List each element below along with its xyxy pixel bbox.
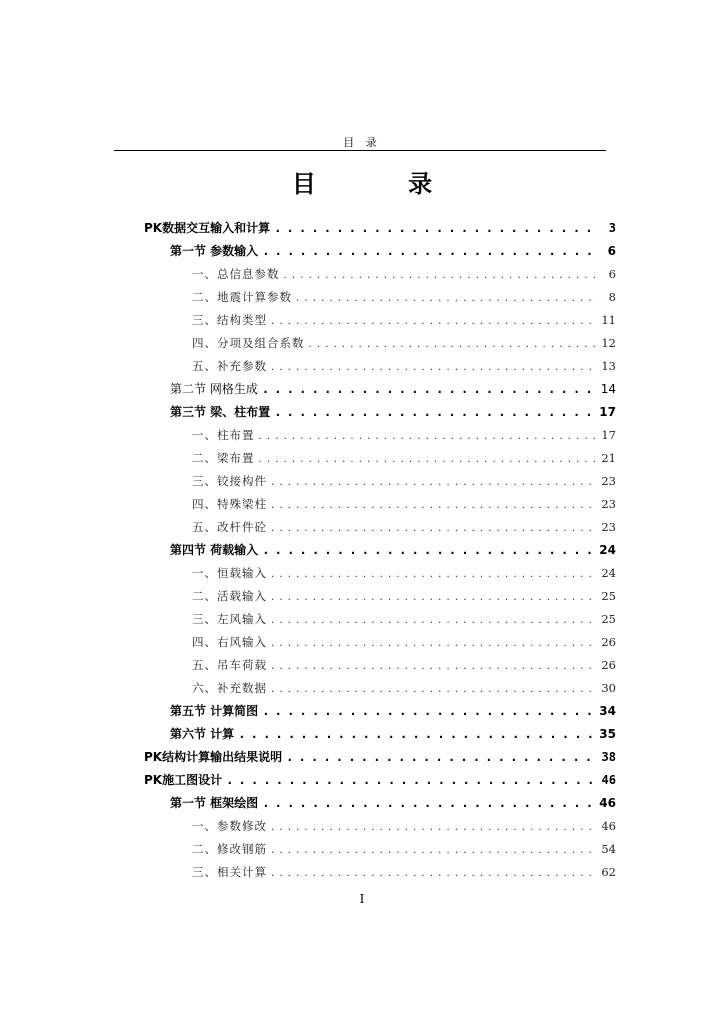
toc-entry-page: 11: [601, 313, 616, 327]
toc-dot-leader: [271, 841, 597, 861]
toc-dot-leader: [271, 312, 597, 332]
toc-dot-leader: [271, 818, 597, 838]
toc-entry-level-3[interactable]: [192, 678, 616, 698]
toc-dot-leader: [271, 588, 597, 608]
toc-dot-leader: [284, 266, 599, 286]
toc-entry-label: 四、分项及组合系数: [192, 336, 305, 350]
toc-entry-label: 一、恒载输入: [192, 566, 267, 580]
toc-entry-level-1[interactable]: [144, 747, 616, 767]
toc-dot-leader: [309, 335, 598, 355]
toc-dot-leader: [262, 379, 597, 399]
toc-entry-label: 二、修改钢筋: [192, 842, 267, 856]
toc-entry-page: 25: [601, 612, 616, 626]
toc-entry-label: 第二节 网格生成: [170, 382, 258, 396]
toc-entry-level-3[interactable]: [192, 517, 616, 537]
toc-entry-page: 25: [601, 589, 616, 603]
toc-dot-leader: [259, 450, 598, 470]
toc-entry-page: 26: [601, 635, 616, 649]
toc-entry-level-1[interactable]: [144, 770, 616, 790]
toc-entry-level-3[interactable]: [192, 816, 616, 836]
toc-entry-level-3[interactable]: [192, 563, 616, 583]
toc-entry-label: 四、右风输入: [192, 635, 267, 649]
toc-dot-leader: [271, 611, 597, 631]
toc-entry-label: 五、补充参数: [192, 359, 267, 373]
toc-entry-page: 46: [599, 796, 616, 810]
toc-entry-level-3[interactable]: [192, 586, 616, 606]
toc-entry-level-2[interactable]: [170, 379, 616, 399]
toc-dot-leader: [226, 770, 597, 790]
toc-entry-label: 三、相关计算: [192, 865, 267, 879]
toc-entry-page: 35: [599, 727, 616, 741]
toc-entry-label: PK施工图设计: [144, 773, 223, 787]
toc-entry-level-3[interactable]: [192, 310, 616, 330]
toc-entry-level-3[interactable]: [192, 287, 616, 307]
toc-entry-level-2[interactable]: [170, 540, 616, 560]
toc-entry-level-3[interactable]: [192, 494, 616, 514]
toc-entry-label: 第四节 荷载输入: [170, 543, 259, 557]
toc-dot-leader: [271, 496, 597, 516]
toc-dot-leader: [274, 218, 598, 238]
toc-entry-page: 23: [601, 520, 616, 534]
toc-entry-level-3[interactable]: [192, 448, 616, 468]
toc-dot-leader: [238, 724, 595, 744]
toc-entry-level-2[interactable]: [170, 724, 616, 744]
toc-entry-level-2[interactable]: [170, 402, 616, 422]
toc-entry-page: 8: [608, 290, 616, 304]
toc-entry-page: 13: [601, 359, 616, 373]
toc-dot-leader: [271, 473, 597, 493]
toc-entry-label: 第五节 计算简图: [170, 704, 259, 718]
toc-entry-page: 6: [607, 244, 616, 258]
toc-title: 目 录: [291, 170, 475, 198]
toc-entry-page: 6: [608, 267, 616, 281]
toc-dot-leader: [259, 427, 598, 447]
toc-entry-level-3[interactable]: [192, 655, 616, 675]
toc-entry-label: 二、梁布置: [192, 451, 255, 465]
toc-entry-label: 四、特殊梁柱: [192, 497, 267, 511]
toc-entry-level-2[interactable]: [170, 793, 616, 813]
toc-entry-label: 一、总信息参数: [192, 267, 280, 281]
toc-entry-page: 34: [599, 704, 616, 718]
toc-entry-label: 三、左风输入: [192, 612, 267, 626]
toc-entry-label: PK结构计算输出结果说明: [144, 750, 283, 764]
toc-entry-page: 17: [601, 428, 616, 442]
toc-entry-label: 六、补充数据: [192, 681, 267, 695]
running-header: 目 录: [343, 136, 381, 149]
toc-entry-page: 62: [601, 865, 616, 879]
toc-dot-leader: [271, 864, 597, 884]
toc-dot-leader: [296, 289, 598, 309]
toc-entry-page: 38: [601, 750, 616, 764]
toc-dot-leader: [271, 519, 597, 539]
toc-entry-level-3[interactable]: [192, 356, 616, 376]
toc-entry-label: 五、改杆件砼: [192, 520, 267, 534]
toc-entry-label: 二、活载输入: [192, 589, 267, 603]
toc-entry-label: 第一节 参数输入: [170, 244, 259, 258]
toc-entry-label: 第三节 梁、柱布置: [170, 405, 271, 419]
toc-entry-level-3[interactable]: [192, 264, 616, 284]
toc-dot-leader: [262, 701, 595, 721]
toc-entry-label: 二、地震计算参数: [192, 290, 292, 304]
toc-entry-level-1[interactable]: [144, 218, 616, 238]
toc-entry-level-3[interactable]: [192, 609, 616, 629]
toc-entry-page: 24: [599, 543, 616, 557]
toc-entry-label: 第一节 框架绘图: [170, 796, 259, 810]
toc-dot-leader: [271, 657, 597, 677]
toc-entry-label: 第六节 计算: [170, 727, 235, 741]
toc-entry-level-3[interactable]: [192, 862, 616, 882]
toc-entry-page: 24: [601, 566, 616, 580]
page-number: I: [359, 892, 365, 906]
toc-dot-leader: [262, 241, 598, 261]
toc-entry-label: 三、结构类型: [192, 313, 267, 327]
toc-entry-level-2[interactable]: [170, 241, 616, 261]
toc-entry-page: 23: [601, 474, 616, 488]
toc-dot-leader: [286, 747, 597, 767]
toc-entry-level-3[interactable]: [192, 471, 616, 491]
toc-entry-level-2[interactable]: [170, 701, 616, 721]
toc-entry-level-3[interactable]: [192, 333, 616, 353]
toc-entry-page: 14: [600, 382, 616, 396]
toc-entry-page: 21: [601, 451, 616, 465]
toc-dot-leader: [274, 402, 595, 422]
toc-entry-label: 一、柱布置: [192, 428, 255, 442]
toc-entry-label: 三、铰接构件: [192, 474, 267, 488]
header-rule: [114, 150, 606, 151]
toc-entry-level-3[interactable]: [192, 425, 616, 445]
toc-entry-page: 23: [601, 497, 616, 511]
toc-entry-level-3[interactable]: [192, 632, 616, 652]
toc-entry-page: 12: [601, 336, 616, 350]
toc-dot-leader: [262, 793, 595, 813]
toc-entry-page: 46: [601, 819, 616, 833]
toc-entry-label: PK数据交互输入和计算: [144, 221, 271, 235]
toc-entry-page: 3: [608, 221, 616, 235]
toc-entry-label: 一、参数修改: [192, 819, 267, 833]
toc-dot-leader: [271, 680, 597, 700]
toc-entry-page: 30: [601, 681, 616, 695]
toc-dot-leader: [271, 565, 597, 585]
toc-entry-label: 五、吊车荷载: [192, 658, 267, 672]
toc-entry-level-3[interactable]: [192, 839, 616, 859]
toc-dot-leader: [271, 634, 597, 654]
toc-entry-page: 46: [601, 773, 616, 787]
toc-dot-leader: [271, 358, 597, 378]
toc-entry-page: 17: [599, 405, 616, 419]
toc-entry-page: 26: [601, 658, 616, 672]
toc-entry-page: 54: [601, 842, 616, 856]
toc-dot-leader: [262, 540, 595, 560]
